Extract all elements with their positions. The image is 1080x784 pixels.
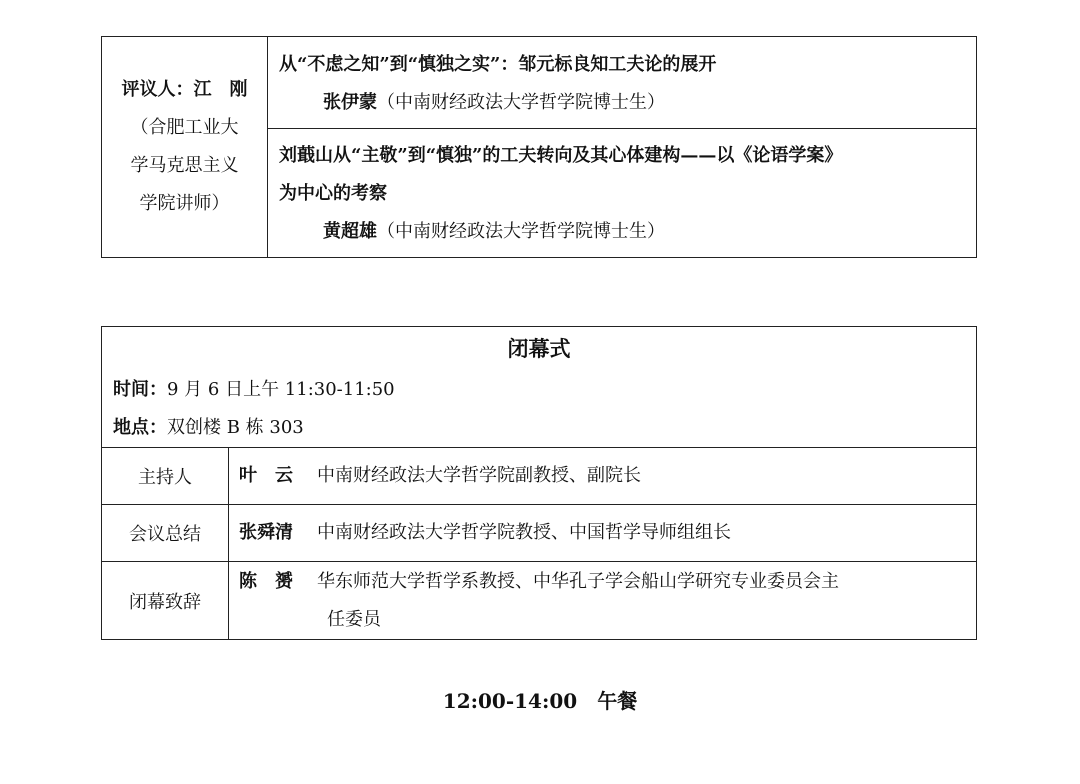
person-cell	[229, 562, 977, 640]
place-label: 地点：	[113, 417, 167, 438]
lunch-line: 12:00-14:00 午餐	[442, 689, 638, 713]
paper-title: 从“不虑之知”到“慎独之实”：邹元标良知工夫论的展开	[279, 53, 717, 75]
author-name: 张伊蒙	[323, 91, 377, 113]
paper-cell	[268, 37, 977, 129]
role-cell: 会议总结	[102, 505, 229, 562]
closing-place	[113, 409, 976, 447]
person-name: 叶 云	[239, 465, 293, 486]
role-cell: 主持人	[102, 448, 229, 505]
paper-title: 刘蕺山从“主敬”到“慎独”的工夫转向及其心体建构——以《论语学案》	[279, 145, 843, 166]
author-affiliation: （中南财经政法大学哲学院博士生）	[377, 91, 665, 113]
reviewer-affiliation-line: 学马克思主义	[130, 155, 239, 176]
role-cell: 闭幕致辞	[102, 562, 229, 640]
person-desc: 中南财经政法大学哲学院教授、中国哲学导师组组长	[317, 522, 731, 543]
reviewer-affiliation-line: （合肥工业大	[130, 117, 239, 138]
reviewer-cell	[102, 37, 268, 258]
session-table	[101, 36, 977, 258]
person-name: 陈 赟	[239, 570, 293, 592]
paper-author	[279, 84, 976, 122]
place-value: 双创楼 B 栋 303	[167, 417, 304, 438]
person-desc: 中南财经政法大学哲学院副教授、副院长	[317, 465, 641, 486]
reviewer-affiliation-line: 学院讲师）	[139, 193, 230, 214]
time-label: 时间：	[113, 379, 167, 400]
author-name: 黄超雄	[323, 221, 377, 242]
person-cell	[229, 505, 977, 562]
paper-cell	[268, 129, 977, 258]
time-value: 9 月 6 日上午 11:30-11:50	[167, 379, 395, 400]
author-affiliation: （中南财经政法大学哲学院博士生）	[377, 221, 665, 242]
person-name: 张舜清	[239, 522, 293, 543]
reviewer-name: 评议人：江 刚	[121, 79, 248, 100]
paper-title-cont: 为中心的考察	[279, 183, 387, 204]
closing-time	[113, 371, 976, 409]
person-desc-cont: 任委员	[327, 608, 381, 630]
person-cell	[229, 448, 977, 505]
paper-author	[279, 213, 976, 251]
closing-title: 闭幕式	[507, 336, 571, 361]
closing-table	[101, 326, 977, 640]
person-desc: 华东师范大学哲学系教授、中华孔子学会船山学研究专业委员会主	[317, 570, 839, 592]
closing-header	[102, 327, 977, 448]
